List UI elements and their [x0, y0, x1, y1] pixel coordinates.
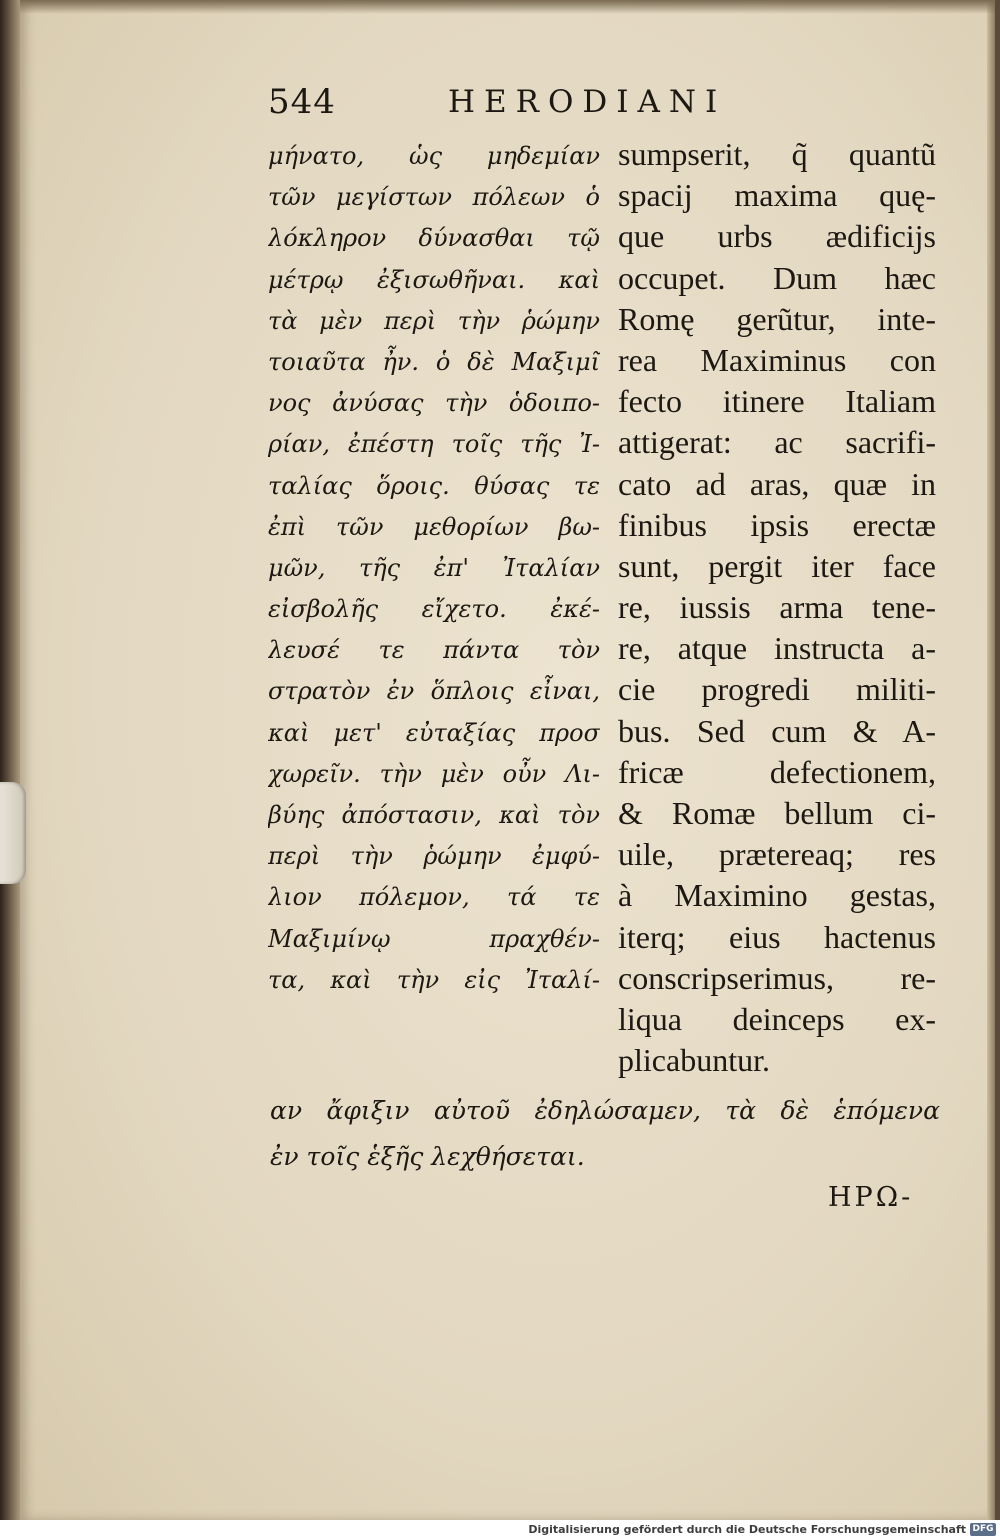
latin-text-line: sunt, pergit iter face	[618, 547, 936, 584]
greek-text-line: καὶ μετ' εὐταξίας προσ	[268, 718, 600, 747]
latin-text-line: re, iussis arma tene-	[618, 589, 936, 626]
greek-text-line: χωρεῖν. τὴν μὲν οὖν Λι-	[268, 759, 600, 788]
page-top-shadow	[20, 0, 995, 14]
greek-text-line: αν ἄφιξιν αὐτοῦ ἐδηλώσαμεν, τὰ δὲ ἑπόμενα	[270, 1096, 940, 1125]
greek-continuation-block	[270, 1088, 940, 1180]
book-spine-edge	[0, 0, 22, 1520]
latin-text-line: iterq; eius hactenus	[618, 918, 936, 955]
greek-text-line: ρίαν, ἐπέστη τοῖς τῆς Ἰ-	[268, 430, 600, 459]
greek-text-line: τὰ μὲν περὶ τὴν ῥώμην	[268, 306, 600, 335]
digitization-footer	[0, 1520, 1000, 1540]
greek-text-line: ταλίας ὅροις. θύσας τε	[268, 471, 600, 500]
page-fore-edge	[987, 0, 995, 1520]
latin-text-line: sumpserit, q̃ quantũ	[618, 136, 936, 172]
page-clip	[0, 782, 26, 884]
greek-text-line: περὶ τὴν ῥώμην ἐμφύ-	[268, 842, 600, 871]
latin-text-line: rea Maximinus con	[618, 341, 936, 378]
latin-text-line: cie progredi militi-	[618, 671, 936, 708]
latin-text-line: uile, prætereaq; res	[618, 836, 936, 873]
latin-text-line: bus. Sed cum & A-	[618, 712, 936, 749]
latin-text-line: liqua deinceps ex-	[618, 1000, 936, 1037]
greek-text-line: νος ἀνύσας τὴν ὁδοιπο-	[268, 389, 600, 418]
latin-text-line: finibus ipsis erectæ	[618, 506, 936, 543]
latin-text-line: cato ad aras, quæ in	[618, 465, 936, 502]
greek-text-line: τα, καὶ τὴν εἰς Ἰταλί-	[268, 965, 600, 994]
greek-text-line: ἐν τοῖς ἑξῆς λεχθήσεται.	[270, 1142, 585, 1171]
greek-text-line: βύης ἀπόστασιν, καὶ τὸν	[268, 801, 600, 829]
latin-text-line: Romę gerũtur, inte-	[618, 300, 936, 337]
greek-text-line: στρατὸν ἐν ὅπλοις εἶναι,	[268, 677, 600, 706]
greek-text-line: μέτρῳ ἐξισωθῆναι. καὶ	[268, 265, 600, 294]
greek-text-line: Μαξιμίνῳ πραχθέν-	[268, 924, 600, 953]
greek-text-line: μήνατο, ὡς μηδεμίαν	[268, 142, 600, 170]
latin-text-line: re, atque instructa a-	[618, 630, 936, 667]
latin-text-line: & Romæ bellum ci-	[618, 795, 936, 831]
latin-text-line: attigerat: ac sacrifi-	[618, 424, 936, 461]
greek-text-line: λευσέ τε πάντα τὸν	[268, 636, 600, 665]
greek-text-line: λιον πόλεμον, τά τε	[268, 883, 600, 912]
greek-text-line: λόκληρον δύνασθαι τῷ	[268, 224, 600, 253]
greek-text-line: τῶν μεγίστων πόλεων ὁ	[268, 183, 600, 212]
latin-text-line: plicabuntur.	[618, 1042, 770, 1079]
latin-text-line: à Maximino gestas,	[618, 877, 936, 914]
page-number: 544	[268, 82, 336, 122]
latin-text-line: conscripserimus, re-	[618, 959, 936, 996]
latin-text-line: spacij maxima quę-	[618, 177, 936, 214]
latin-text-line: que urbs ædificijs	[618, 218, 936, 255]
greek-text-line: ἐπὶ τῶν μεθορίων βω-	[268, 512, 600, 541]
running-head	[262, 82, 802, 132]
latin-text-line: fricæ defectionem,	[618, 753, 936, 790]
latin-text-column	[618, 134, 936, 1081]
funding-credit: Digitalisierung gefördert durch die Deutsche Forschungsgemeinschaft	[528, 1523, 966, 1536]
greek-text-line: εἰσβολῆς εἴχετο. ἐκέ-	[268, 595, 600, 624]
latin-text-line: fecto itinere Italiam	[618, 383, 936, 420]
catchword: ΗΡΩ-	[828, 1182, 914, 1213]
greek-text-line: τοιαῦτα ἦν. ὁ δὲ Μαξιμῖ	[268, 347, 600, 376]
greek-text-line: μῶν, τῆς ἐπ' Ἰταλίαν	[268, 553, 600, 582]
running-title: HERODIANI	[448, 84, 727, 120]
greek-text-column	[268, 136, 600, 1001]
dfg-logo: DFG	[970, 1523, 996, 1536]
latin-text-line: occupet. Dum hæc	[618, 259, 936, 296]
